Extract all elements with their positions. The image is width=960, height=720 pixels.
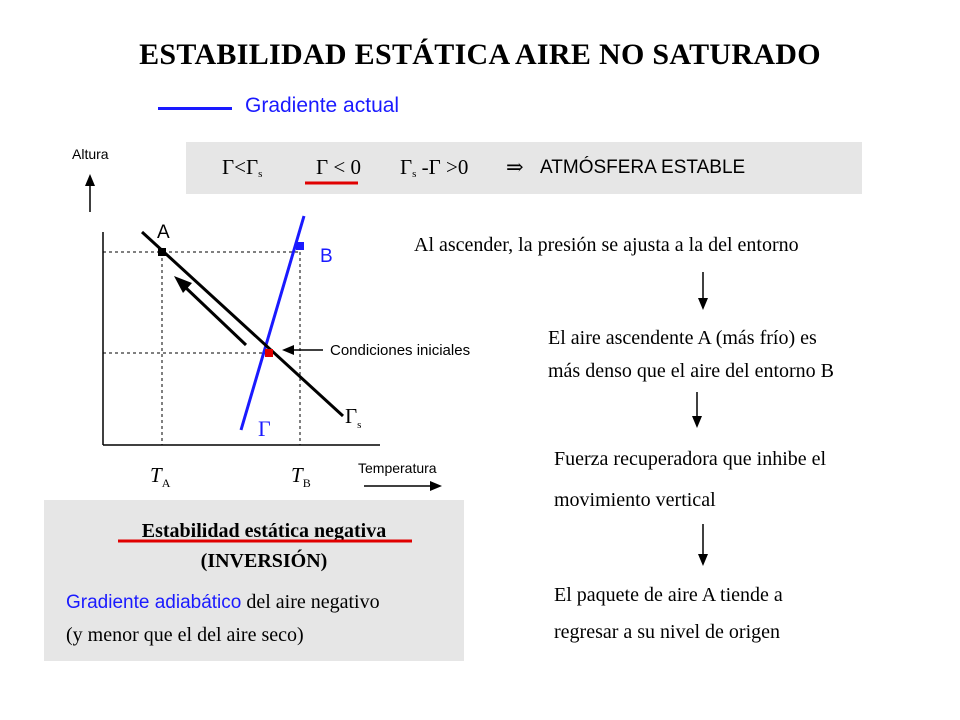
legend-label: Gradiente actual [245,94,400,117]
flow-step-2b: más denso que el aire del entorno B [548,360,835,382]
summary-body-blue: Gradiente adiabático [66,592,242,613]
tb-sub: B [302,476,311,491]
equation-diff: -Γ >0 [421,155,469,179]
summary-body-line1 [66,586,380,619]
ta-symbol: T [150,463,162,487]
flow-step-1: Al ascender, la presión se ajusta a la del entorno [414,234,799,256]
flow-step-3b: movimiento vertical [554,489,716,511]
flow-step-4a: El paquete de aire A tiende a [554,584,783,606]
y-axis-label: Altura [72,146,109,162]
equation-lt-gamma: <Γ [234,155,259,179]
summary-title-line2: (INVERSIÓN) [200,550,328,572]
summary-body-rest: del aire negativo [241,591,380,613]
page-title: ESTABILIDAD ESTÁTICA AIRE NO SATURADO [139,38,821,71]
equation-gamma: Γ [222,155,235,179]
equation-conclusion: ATMÓSFERA ESTABLE [540,157,746,178]
flow-step-3a: Fuerza recuperadora que inhibe el [554,448,827,470]
summary-title-line1: Estabilidad estática negativa [141,520,387,542]
summary-body-line2: (y menor que el del aire seco) [66,624,304,646]
summary-body [66,586,380,652]
flow-step-2a: El aire ascendente A (más frío) es [548,327,817,349]
equation-sub-s2: s [412,168,417,180]
implies-icon: ⇒ [506,155,524,179]
point-a-label: A [157,222,170,243]
gamma-label: Γ [258,416,271,441]
x-axis-label: Temperatura [358,460,437,476]
initial-conditions-label: Condiciones iniciales [330,342,471,359]
flow-step-4b: regresar a su nivel de origen [554,621,781,643]
point-b-label: B [320,246,333,267]
equation-condition-2: Γ < 0 [316,155,361,179]
gamma-s-sub: s [357,419,362,432]
equation-gamma-s: Γ [400,155,413,179]
ta-sub: A [161,476,171,491]
tb-symbol: T [291,463,303,487]
gamma-s-symbol: Γ [345,404,358,428]
equation-sub-s: s [258,168,263,180]
